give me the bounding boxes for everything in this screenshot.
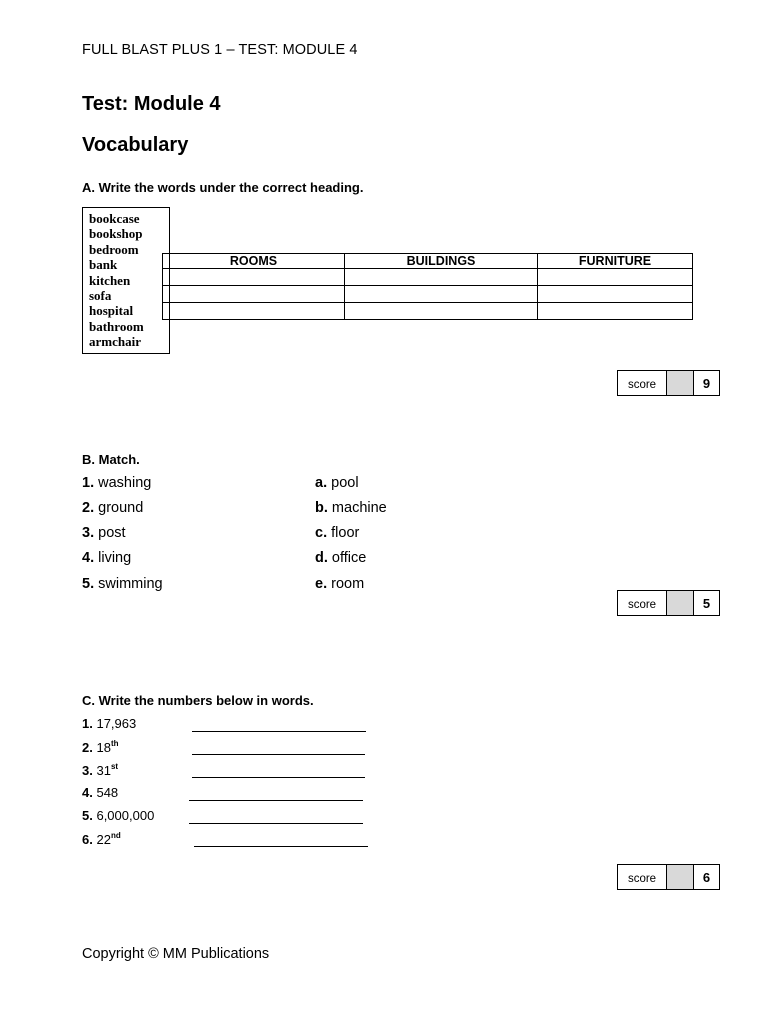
match-right-item: d. office — [315, 550, 367, 566]
section-a-instruction: A. Write the words under the correct heading. — [82, 180, 364, 195]
answer-cell[interactable] — [538, 269, 693, 286]
answer-line[interactable] — [192, 777, 365, 778]
number-item: 1. 17,963 — [82, 716, 137, 731]
score-max: 9 — [702, 375, 711, 391]
page-title: Test: Module 4 — [82, 93, 221, 115]
word-item: bookshop — [89, 226, 143, 242]
number-item: 6. 22nd — [82, 831, 121, 847]
match-left-item: 5. swimming — [82, 576, 163, 592]
answer-cell[interactable] — [345, 286, 538, 303]
score-label: score — [627, 599, 657, 611]
score-box-a — [617, 370, 720, 396]
number-item: 2. 18th — [82, 739, 119, 755]
section-b-instruction: B. Match. — [82, 452, 140, 467]
word-item: bookcase — [89, 211, 140, 226]
answer-cell[interactable] — [163, 269, 345, 286]
answer-cell[interactable] — [163, 303, 345, 320]
word-item: bank — [89, 257, 118, 273]
answer-line[interactable] — [194, 846, 368, 847]
word-item: bathroom — [89, 318, 144, 334]
word-item: kitchen — [89, 272, 131, 288]
match-left-item: 3. post — [82, 525, 126, 541]
section-c-instruction: C. Write the numbers below in words. — [82, 693, 314, 708]
answer-line[interactable] — [192, 754, 365, 755]
answer-line[interactable] — [189, 800, 363, 801]
score-label: score — [627, 379, 657, 391]
answer-cell[interactable] — [538, 303, 693, 320]
heading-furniture: FURNITURE — [538, 254, 693, 269]
number-item: 3. 31st — [82, 762, 119, 778]
answer-line[interactable] — [189, 823, 363, 824]
word-box — [82, 207, 170, 354]
score-label: score — [627, 873, 657, 885]
match-right-item: b. machine — [315, 500, 387, 516]
match-right-item: e. room — [315, 576, 365, 592]
match-right-item: c. floor — [315, 525, 360, 541]
heading-rooms: ROOMS — [163, 254, 345, 269]
word-item: hospital — [89, 303, 134, 319]
score-input[interactable] — [666, 865, 694, 889]
answer-cell[interactable] — [345, 303, 538, 320]
match-left-item: 2. ground — [82, 500, 144, 516]
section-title: Vocabulary — [82, 134, 189, 156]
score-box-b — [617, 590, 720, 616]
score-max: 6 — [702, 869, 711, 885]
score-input[interactable] — [666, 371, 694, 395]
match-left-item: 4. living — [82, 550, 132, 566]
answer-line[interactable] — [192, 731, 366, 732]
number-item: 4. 548 — [82, 785, 119, 800]
heading-table — [162, 253, 693, 320]
number-item: 5. 6,000,000 — [82, 808, 155, 823]
word-item: bedroom — [89, 241, 139, 257]
word-item: armchair — [89, 334, 141, 350]
answer-cell[interactable] — [538, 286, 693, 303]
score-max: 5 — [702, 595, 711, 611]
answer-cell[interactable] — [345, 269, 538, 286]
match-right-item: a. pool — [315, 475, 359, 491]
heading-buildings: BUILDINGS — [345, 254, 538, 269]
answer-cell[interactable] — [163, 286, 345, 303]
copyright-footer: Copyright © MM Publications — [82, 946, 270, 962]
score-input[interactable] — [666, 591, 694, 615]
page-header: FULL BLAST PLUS 1 – TEST: MODULE 4 — [82, 42, 358, 58]
word-item: sofa — [89, 288, 112, 304]
score-box-c — [617, 864, 720, 890]
match-left-item: 1. washing — [82, 475, 152, 491]
